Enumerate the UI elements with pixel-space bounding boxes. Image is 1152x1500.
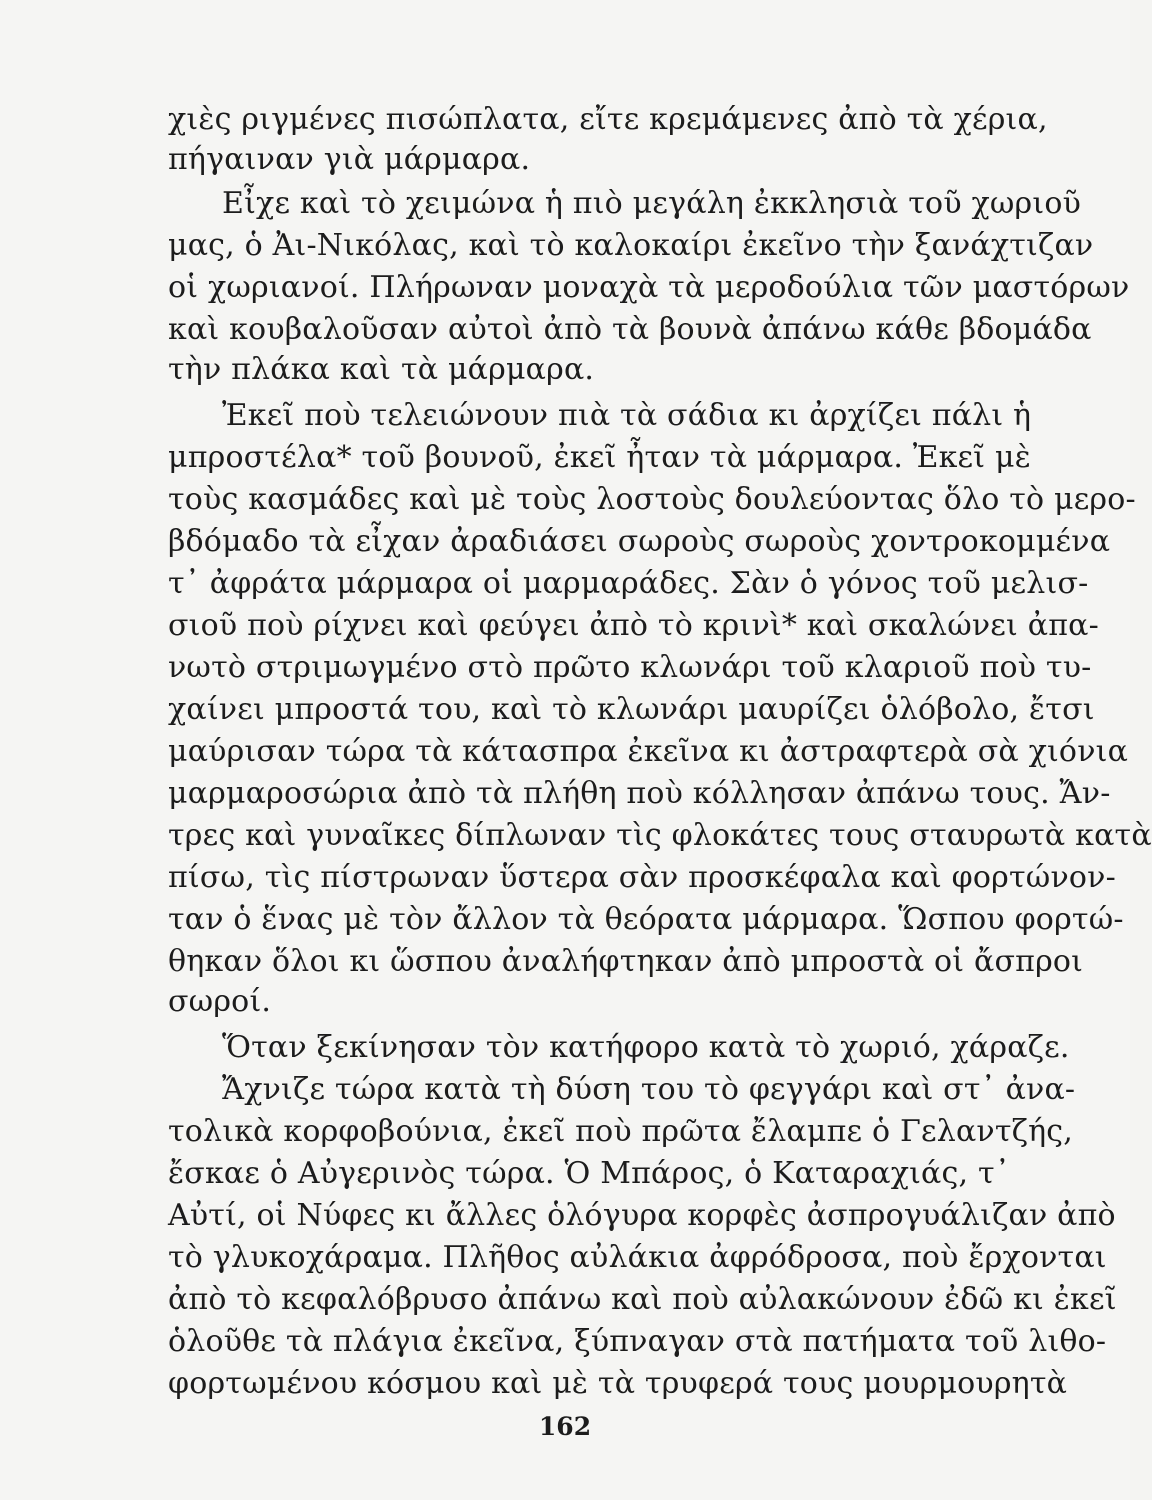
text-line: χαίνει μπροστά του, καὶ τὸ κλωνάρι μαυρίζει ὁλόβολο, ἔτσι bbox=[168, 692, 1095, 727]
text-line: χιὲς ριγμένες πισώπλατα, εἴτε κρεμάμενες ἀπὸ τὰ χέρια, bbox=[168, 102, 1048, 137]
text-line: τὴν πλάκα καὶ τὰ μάρμαρα. bbox=[168, 352, 595, 387]
text-line: οἱ χωριανοί. Πλήρωναν μοναχὰ τὰ μεροδούλια τῶν μαστόρων bbox=[168, 270, 1130, 305]
text-line: καὶ κουβαλοῦσαν αὐτοὶ ἀπὸ τὰ βουνὰ ἀπάνω κάθε βδομάδα bbox=[168, 312, 1092, 347]
text-line: Ἄχνιζε τώρα κατὰ τὴ δύση του τὸ φεγγάρι καὶ στ᾽ ἀνα- bbox=[222, 1072, 1076, 1107]
text-line: μαρμαροσώρια ἀπὸ τὰ πλήθη ποὺ κόλλησαν ἀπάνω τους. Ἄν- bbox=[168, 776, 1111, 811]
text-line: μπροστέλα* τοῦ βουνοῦ, ἐκεῖ ἦταν τὰ μάρμαρα. Ἐκεῖ μὲ bbox=[168, 440, 1031, 475]
text-line: σωροί. bbox=[168, 984, 272, 1019]
text-line: τὸ γλυκοχάραμα. Πλῆθος αὐλάκια ἀφρόδροσα, ποὺ ἔρχονται bbox=[168, 1240, 1107, 1275]
text-line: τ᾽ ἀφράτα μάρμαρα οἱ μαρμαράδες. Σὰν ὁ γόνος τοῦ μελισ- bbox=[168, 566, 1089, 601]
text-line: μας, ὁ Ἀι-Νικόλας, καὶ τὸ καλοκαίρι ἐκεῖνο τὴν ξανάχτιζαν bbox=[168, 228, 1094, 263]
text-line: Αὐτί, οἱ Νύφες κι ἄλλες ὁλόγυρα κορφὲς ἀσπρογυάλιζαν ἀπὸ bbox=[168, 1198, 1116, 1233]
text-line: Εἶχε καὶ τὸ χειμώνα ἡ πιὸ μεγάλη ἐκκλησιὰ τοῦ χωριοῦ bbox=[222, 186, 1082, 221]
text-line: μαύρισαν τώρα τὰ κάτασπρα ἐκεῖνα κι ἀστραφτερὰ σὰ χιόνια bbox=[168, 734, 1129, 769]
text-line: νωτὸ στριμωγμένο στὸ πρῶτο κλωνάρι τοῦ κλαριοῦ ποὺ τυ- bbox=[168, 650, 1092, 685]
page-number: 162 bbox=[538, 1412, 592, 1441]
text-line: τολικὰ κορφοβούνια, ἐκεῖ ποὺ πρῶτα ἔλαμπε ὁ Γελαντζής, bbox=[168, 1114, 1074, 1149]
text-line: θηκαν ὅλοι κι ὥσπου ἀναλήφτηκαν ἀπὸ μπροστὰ οἱ ἄσπροι bbox=[168, 944, 1084, 979]
text-line: Ἐκεῖ ποὺ τελειώνουν πιὰ τὰ σάδια κι ἀρχίζει πάλι ἡ bbox=[222, 398, 1032, 433]
text-line: σιοῦ ποὺ ρίχνει καὶ φεύγει ἀπὸ τὸ κρινὶ* καὶ σκαλώνει ἀπα- bbox=[168, 608, 1099, 643]
text-line: Ὅταν ξεκίνησαν τὸν κατήφορο κατὰ τὸ χωριό, χάραζε. bbox=[222, 1030, 1070, 1065]
text-line: πήγαιναν γιὰ μάρμαρα. bbox=[168, 142, 531, 177]
text-line: ταν ὁ ἕνας μὲ τὸν ἄλλον τὰ θεόρατα μάρμαρα. Ὥσπου φορτώ- bbox=[168, 902, 1124, 937]
text-line: φορτωμένου κόσμου καὶ μὲ τὰ τρυφερά τους μουρμουρητὰ bbox=[168, 1366, 1068, 1401]
text-line: ἀπὸ τὸ κεφαλόβρυσο ἀπάνω καὶ ποὺ αὐλακώνουν ἐδῶ κι ἐκεῖ bbox=[168, 1282, 1117, 1317]
text-line: τοὺς κασμάδες καὶ μὲ τοὺς λοστοὺς δουλεύοντας ὅλο τὸ μερο- bbox=[168, 482, 1136, 517]
text-line: βδόμαδο τὰ εἶχαν ἀραδιάσει σωροὺς σωροὺς χοντροκομμένα bbox=[168, 524, 1111, 559]
text-line: τρες καὶ γυναῖκες δίπλωναν τὶς φλοκάτες τους σταυρωτὰ κατὰ bbox=[168, 818, 1152, 853]
text-line: πίσω, τὶς πίστρωναν ὕστερα σὰν προσκέφαλα καὶ φορτώνον- bbox=[168, 860, 1116, 895]
text-line: ὁλοῦθε τὰ πλάγια ἐκεῖνα, ξύπναγαν στὰ πατήματα τοῦ λιθο- bbox=[168, 1324, 1107, 1359]
text-line: ἔσκαε ὁ Αὐγερινὸς τώρα. Ὁ Μπάρος, ὁ Καταραχιάς, τ᾽ bbox=[168, 1156, 1010, 1191]
